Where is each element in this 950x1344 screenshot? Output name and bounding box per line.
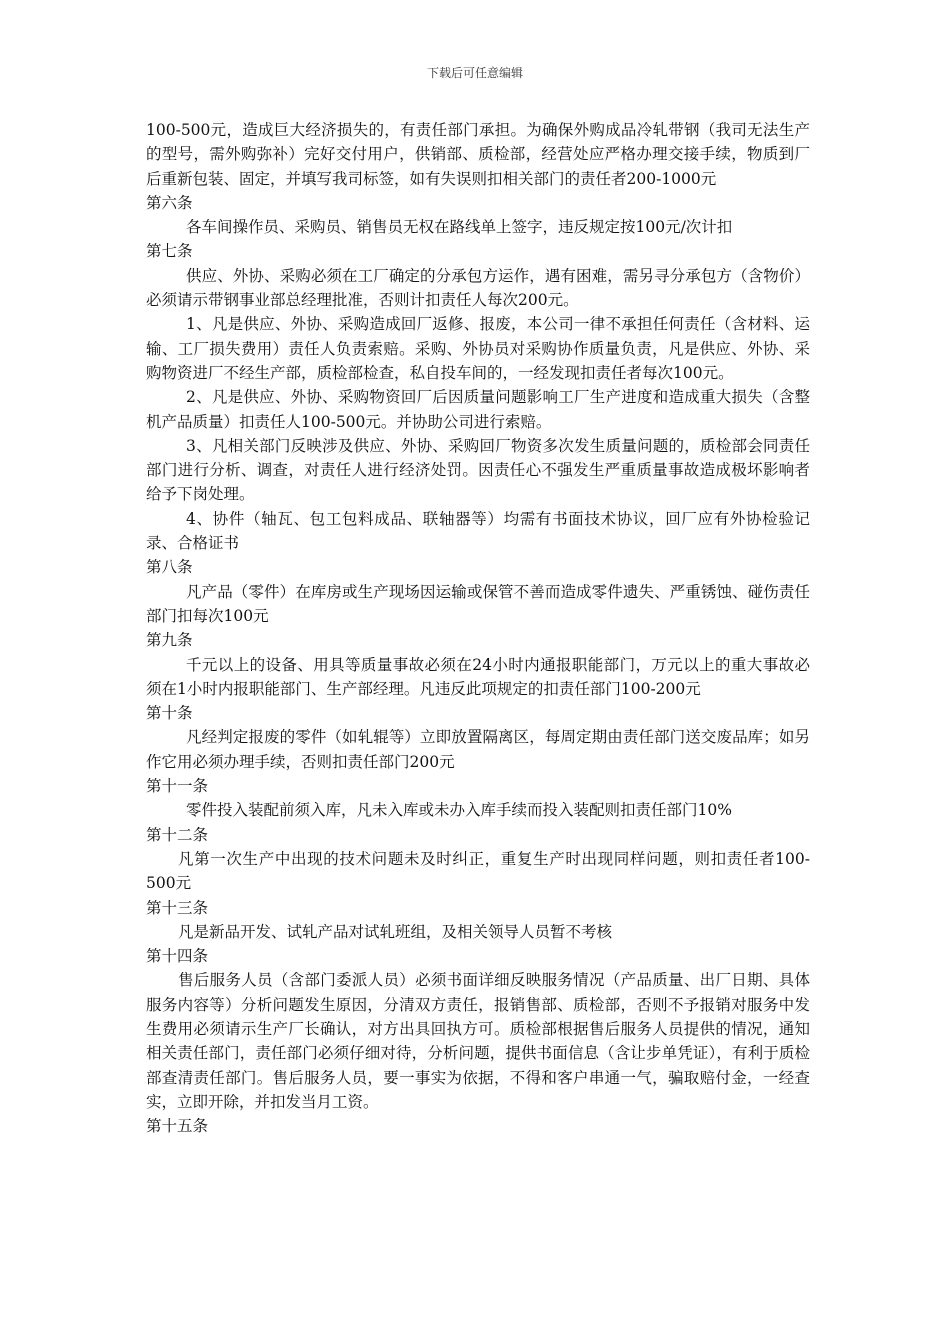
- article-heading: 第十五条: [146, 1117, 209, 1136]
- article-heading: 第九条: [146, 631, 193, 650]
- document-body: [146, 118, 810, 1138]
- article-heading: 第八条: [146, 558, 193, 577]
- paragraph: 1、凡是供应、外协、采购造成回厂返修、报废，本公司一律不承担任何责任（含材料、运输、工厂损失费用）责任人负责索赔。采购、外协员对采购协作质量负责，凡是供应、外协、采购物资进厂不经生产部，质检部检查，私自投车间的，一经发现扣责任者每次100元。: [146, 315, 810, 382]
- article-heading: 第十一条: [146, 777, 209, 796]
- paragraph: 零件投入装配前须入库，凡未入库或未办入库手续而投入装配则扣责任部门10%: [186, 801, 732, 820]
- article-heading: 第七条: [146, 242, 193, 261]
- paragraph: 千元以上的设备、用具等质量事故必须在24小时内通报职能部门，万元以上的重大事故必须在1小时内报职能部门、生产部经理。凡违反此项规定的扣责任部门100-200元: [146, 655, 810, 698]
- article-heading: 第十条: [146, 704, 193, 723]
- article-heading: 第十四条: [146, 947, 209, 966]
- paragraph: 凡产品（零件）在库房或生产现场因运输或保管不善而造成零件遗失、严重锈蚀、碰伤责任部门扣每次100元: [146, 582, 810, 625]
- paragraph: 凡经判定报废的零件（如轧辊等）立即放置隔离区，每周定期由责任部门送交废品库；如另作它用必须办理手续，否则扣责任部门200元: [146, 728, 810, 771]
- article-heading: 第十三条: [146, 898, 209, 917]
- paragraph: 供应、外协、采购必须在工厂确定的分承包方运作，遇有困难，需另寻分承包方（含物价）必须请示带钢事业部总经理批准，否则计扣责任人每次200元。: [146, 266, 810, 310]
- paragraph: 售后服务人员（含部门委派人员）必须书面详细反映服务情况（产品质量、出厂日期、具体服务内容等）分析问题发生原因，分清双方责任，报销售部、质检部，否则不予报销对服务中发生费用必须请示生产厂长确认，对方出具回执方可。质检部根据售后服务人员提供的情况，通知相关责任部门，责任部门必须仔细对待，分析问题，提供书面信息（含让步单凭证），有利于质检部查清责任部门。售后服务人员，要一事实为依据，不得和客户串通一气，骗取赔付金，一经查实，立即开除，并扣发当月工资。: [146, 971, 810, 1111]
- paragraph: 4、协件（轴瓦、包工包料成品、联轴器等）均需有书面技术协议，回厂应有外协检验记录、合格证书: [146, 509, 810, 553]
- paragraph: 3、凡相关部门反映涉及供应、外协、采购回厂物资多次发生质量问题的，质检部会同责任部门进行分析、调查，对责任人进行经济处罚。因责任心不强发生严重质量事故造成极坏影响者给予下岗处理。: [146, 436, 810, 504]
- paragraph: 各车间操作员、采购员、销售员无权在路线单上签字，违反规定按100元/次计扣: [186, 218, 733, 237]
- paragraph: 凡是新品开发、试轧产品对试轧班组，及相关领导人员暂不考核: [178, 922, 613, 941]
- paragraph: 凡第一次生产中出现的技术问题未及时纠正，重复生产时出现同样问题，则扣责任者100-500元: [146, 849, 810, 893]
- page-header: 下载后可任意编辑: [426, 66, 523, 80]
- paragraph: 100-500元，造成巨大经济损失的，有责任部门承担。为确保外购成品冷轧带钢（我司无法生产的型号，需外购弥补）完好交付用户，供销部、质检部，经营处应严格办理交接手续，物质到厂后重新包装、固定，并填写我司标签，如有失误则扣相关部门的责任者200-1000元: [146, 121, 810, 188]
- article-heading: 第十二条: [146, 825, 209, 844]
- article-heading: 第六条: [146, 193, 193, 212]
- paragraph: 2、凡是供应、外协、采购物资回厂后因质量问题影响工厂生产进度和造成重大损失（含整机产品质量）扣责任人100-500元。并协助公司进行索赔。: [146, 388, 810, 431]
